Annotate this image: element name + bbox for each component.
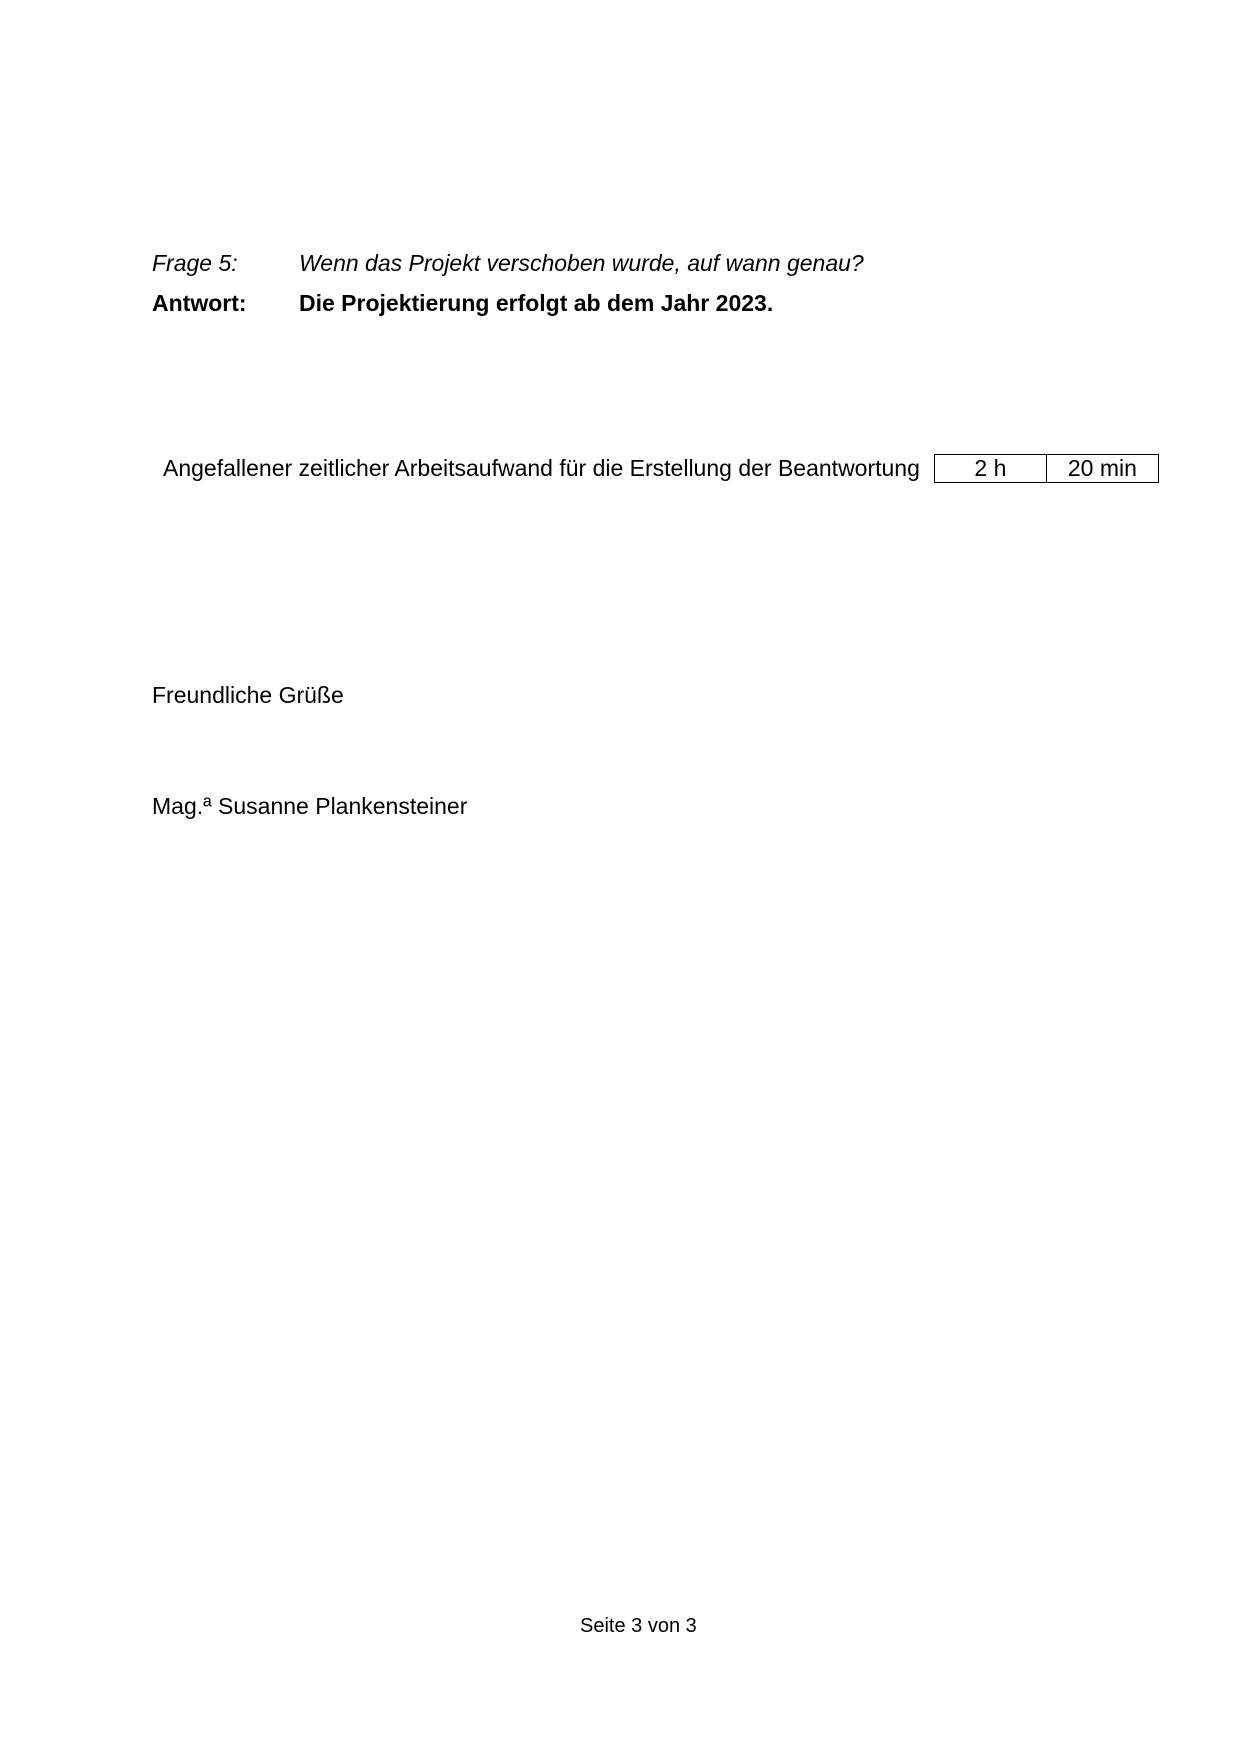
answer-text: Die Projektierung erfolgt ab dem Jahr 2023. (299, 290, 774, 316)
closing-regards: Freundliche Grüße (152, 682, 344, 708)
signatory-name: Mag.ª Susanne Plankensteiner (152, 793, 468, 819)
question-text: Wenn das Projekt verschoben wurde, auf wann genau? (299, 250, 864, 276)
answer-label: Antwort: (152, 290, 247, 316)
effort-table (934, 454, 1159, 483)
effort-hours-cell: 2 h (935, 455, 1047, 482)
effort-label: Angefallener zeitlicher Arbeitsaufwand für die Erstellung der Beantwortung (163, 455, 920, 481)
effort-minutes-cell: 20 min (1067, 454, 1137, 481)
question-label: Frage 5: (152, 250, 238, 276)
effort-row (163, 453, 1159, 483)
page-number: Seite 3 von 3 (580, 1615, 697, 1637)
